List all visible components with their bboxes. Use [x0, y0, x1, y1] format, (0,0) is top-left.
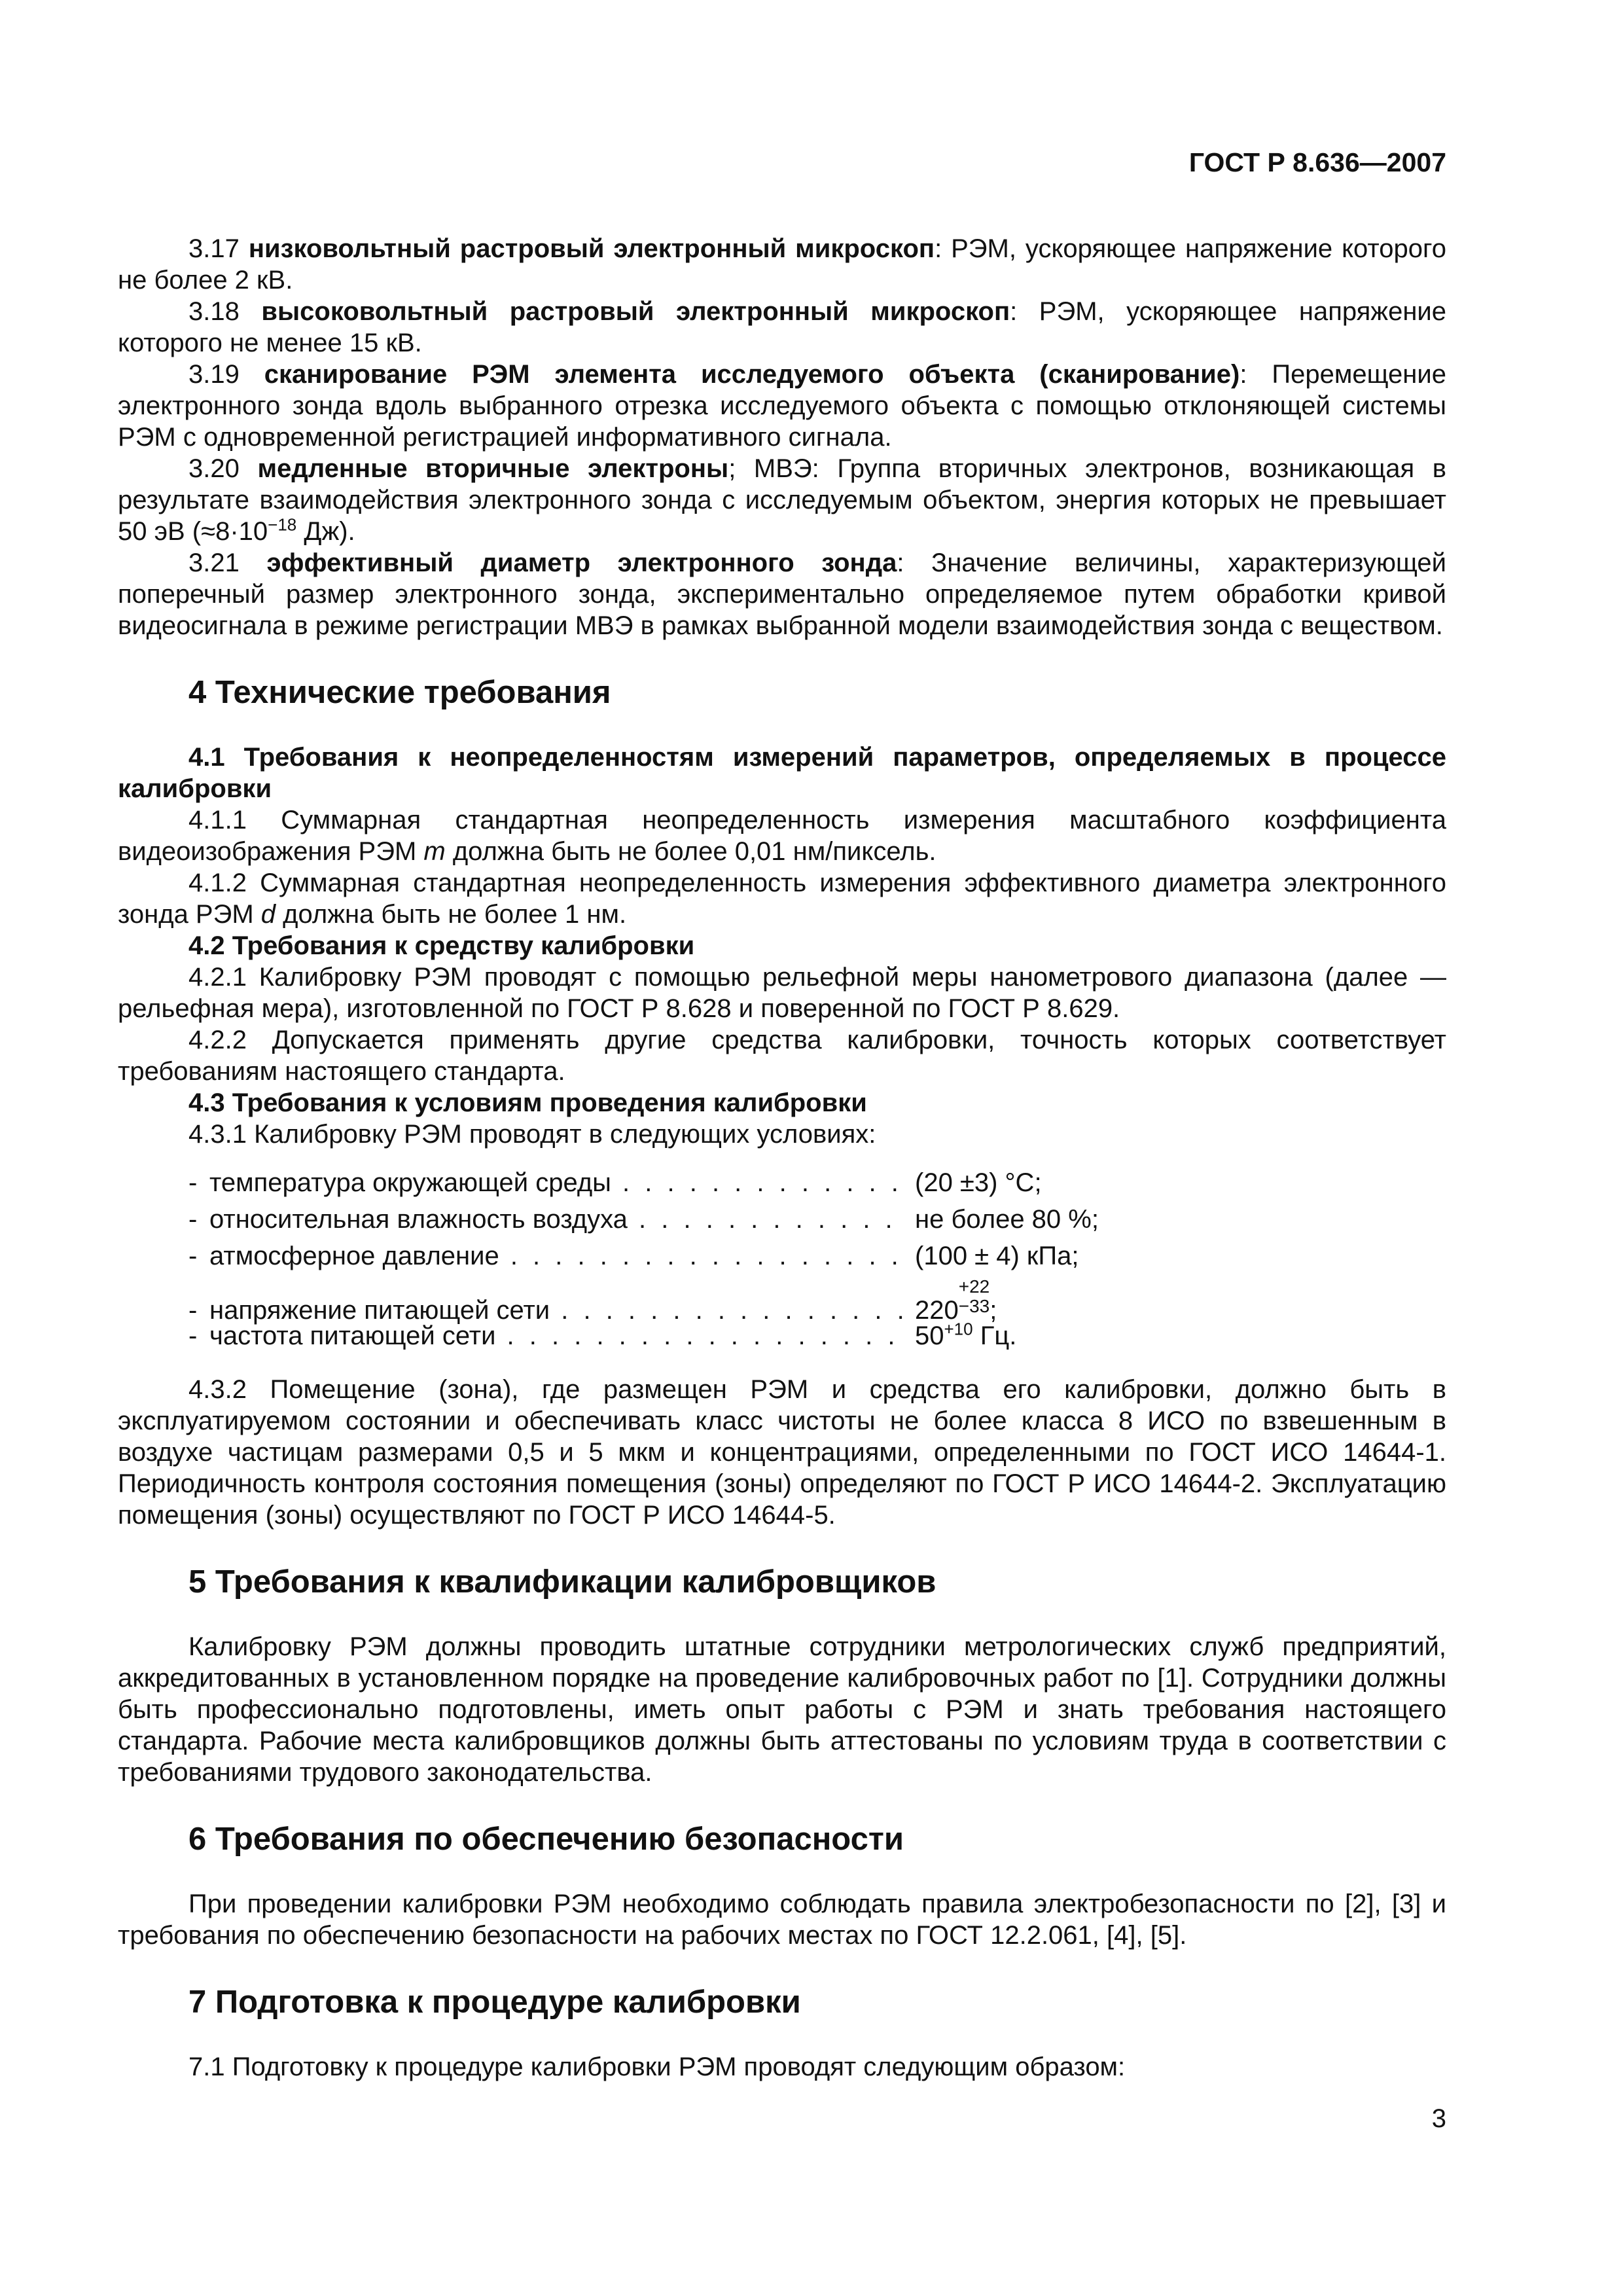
- condition-value: не более 80 %;: [915, 1205, 1099, 1234]
- paragraph-7-1: 7.1 Подготовку к процедуре калибровки РЭМ проводят следующим образом:: [188, 2053, 1126, 2081]
- paragraph-4-3-2: 4.3.2 Помещение (зона), где размещен РЭМ и средства его калибровки, должно быть в эксплуатируемом состоянии и обеспечивать класс чистоты не более класса 8 ИСО по взвешенным в воздухе частицам размерами 0,5 и 5 мкм и концентрациями, определенными по ГОСТ ИСО 14644-1. Периодичность контроля состояния помещения (зоны) определяют по ГОСТ Р ИСО 14644-2. Эксплуатацию помещения (зоны) осуществляют по ГОСТ Р ИСО 14644-5.: [118, 1375, 1446, 1530]
- condition-item: [188, 1204, 1446, 1240]
- term: эффективный диаметр электронного зонда: [266, 548, 897, 577]
- condition-item: [188, 1167, 1446, 1204]
- exponent: −18: [268, 514, 297, 535]
- condition-label: напряжение питающей сети . . .: [209, 1295, 910, 1326]
- definition-3-19: 3.19 сканирование РЭМ элемента исследуемого объекта (сканирование): Перемещение электронного зонда вдоль выбранного отрезка исследуемого объекта с помощью отклоняющей системы РЭМ с одновременной регистрацией информативного сигнала.: [118, 360, 1446, 452]
- dash-bullet: -: [188, 1321, 198, 1350]
- condition-item: [188, 1320, 1446, 1357]
- paragraph-4-3-1: 4.3.1 Калибровку РЭМ проводят в следующих условиях:: [188, 1120, 876, 1149]
- subsection-4-1-title: 4.1 Требования к неопределенностям измерений параметров, определяемых в процессе калибровки: [118, 743, 1446, 803]
- condition-item: [188, 1276, 1446, 1325]
- subsection-4-2-title: 4.2 Требования к средству калибровки: [188, 931, 695, 960]
- conditions-list: [188, 1167, 1446, 1357]
- page-body: [118, 233, 1446, 2083]
- condition-label: атмосферное давление . . .: [209, 1240, 910, 1272]
- paragraph-4-2-2: 4.2.2 Допускается применять другие средства калибровки, точность которых соответствует требованиям настоящего стандарта.: [118, 1026, 1446, 1086]
- condition-label: относительная влажность воздуха . . .: [209, 1204, 910, 1235]
- paragraph-4-2-1: 4.2.1 Калибровку РЭМ проводят с помощью рельефной меры нанометрового диапазона (далее — рельефная мера), изготовленной по ГОСТ Р 8.628 и поверенной по ГОСТ Р 8.629.: [118, 963, 1446, 1023]
- document-code: ГОСТ Р 8.636—2007: [1188, 147, 1446, 177]
- condition-value: (100 ± 4) кПа;: [915, 1242, 1079, 1270]
- section-7-title: 7 Подготовка к процедуре калибровки: [188, 1984, 801, 2020]
- definition-3-21: 3.21 эффективный диаметр электронного зонда: Значение величины, характеризующей поперечный размер электронного зонда, экспериментально определяемое путем обработки кривой видеосигнала в режиме регистрации МВЭ в рамках выбранной модели взаимодействия зонда с веществом.: [118, 548, 1446, 640]
- term: сканирование РЭМ элемента исследуемого объекта (сканирование): [264, 360, 1240, 389]
- exponent: +10: [944, 1319, 973, 1339]
- dash-bullet: -: [188, 1205, 198, 1234]
- section-6-title: 6 Требования по обеспечению безопасности: [188, 1821, 904, 1857]
- definition-3-20: 3.20 медленные вторичные электроны; МВЭ: Группа вторичных электронов, возникающая в результате взаимодействия электронного зонда с исследуемым объектом, энергия которых не превышает 50 эВ ($\approx 8\cdot 10^{-18}$ Дж).: [118, 454, 1447, 546]
- condition-item: [188, 1240, 1446, 1277]
- dash-bullet: -: [188, 1296, 198, 1325]
- paragraph-4-1-1: 4.1.1 Суммарная стандартная неопределенность измерения масштабного коэффициента видеоизображения РЭМ m должна быть не более 0,01 нм/пиксель.: [118, 806, 1446, 866]
- condition-label: температура окружающей среды . . .: [209, 1167, 910, 1198]
- paragraph-6: При проведении калибровки РЭМ необходимо соблюдать правила электробезопасности по [2], [3] и требования по обеспечению безопасности на рабочих местах по ГОСТ 12.2.061, [4], [5].: [118, 1890, 1446, 1950]
- term: высоковольтный растровый электронный микроскоп: [261, 297, 1010, 326]
- condition-value: (20 ±3) °С;: [915, 1168, 1042, 1197]
- subsection-4-3-title: 4.3 Требования к условиям проведения калибровки: [188, 1088, 867, 1117]
- dash-bullet: -: [188, 1242, 198, 1270]
- term: медленные вторичные электроны: [257, 454, 729, 483]
- tolerance: +22 −33: [958, 1276, 990, 1316]
- section-5-title: 5 Требования к квалификации калибровщиков: [188, 1564, 936, 1600]
- condition-value: 220 +22 −33 ;: [915, 1276, 997, 1325]
- section-4-title: 4 Технические требования: [188, 675, 611, 710]
- condition-value: $50^{+10}$ Гц.: [915, 1319, 1017, 1350]
- paragraph-5: Калибровку РЭМ должны проводить штатные сотрудники метрологических служб предприятий, аккредитованных в установленном порядке на проведение калибровочных работ по [1]. Сотрудники должны быть профессионально подготовлены, иметь опыт работы с РЭМ и знать требования настоящего стандарта. Рабочие места калибровщиков должны быть аттестованы по условиям труда в соответствии с требованиями трудового законодательства.: [118, 1632, 1446, 1787]
- paragraph-4-1-2: 4.1.2 Суммарная стандартная неопределенность измерения эффективного диаметра электронного зонда РЭМ d должна быть не более 1 нм.: [118, 869, 1446, 929]
- dash-bullet: -: [188, 1168, 198, 1197]
- page-number: 3: [1431, 2104, 1446, 2133]
- definition-3-18: 3.18 высоковольтный растровый электронный микроскоп: РЭМ, ускоряющее напряжение которого не менее 15 кВ.: [118, 297, 1446, 357]
- condition-label: частота питающей сети . . .: [209, 1320, 910, 1352]
- definition-3-17: 3.17 низковольтный растровый электронный микроскоп: РЭМ, ускоряющее напряжение которого не более 2 кВ.: [118, 234, 1446, 295]
- term: низковольтный растровый электронный микроскоп: [248, 234, 935, 263]
